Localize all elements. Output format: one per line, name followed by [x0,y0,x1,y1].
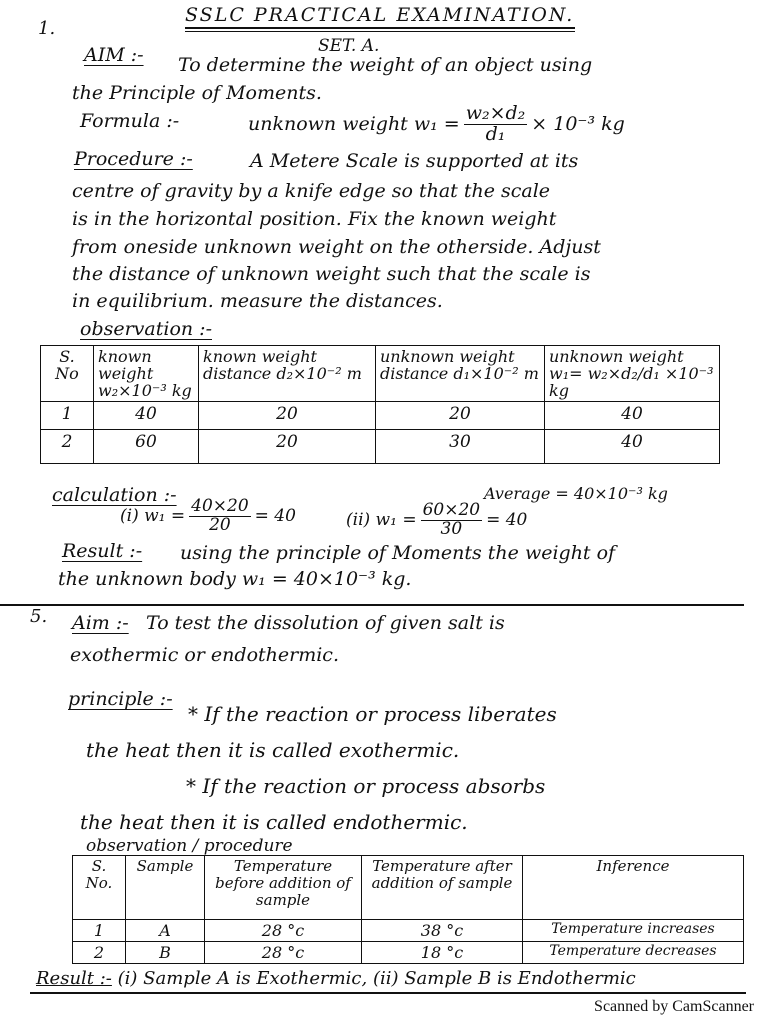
title-underline [185,27,575,29]
header-known-distance: known weight distance d₂×10⁻² m [199,346,376,402]
page-number: 1. [38,18,56,39]
calc-ii-denominator: 30 [440,518,463,539]
table-row [41,430,720,464]
calc-i-fraction [189,498,251,535]
result-line-1: using the principle of Moments the weight of [180,542,616,564]
table-cell: 60 [94,430,199,464]
header-sno: S. No [41,346,94,402]
formula-label: Formula :- [80,110,180,132]
experiment-number: 5. [30,606,48,627]
formula [248,104,625,145]
page-title: SSLC PRACTICAL EXAMINATION. [185,4,575,26]
aim-label-2: Aim :- [72,612,129,634]
table-cell: 38 °c [362,920,523,942]
table-cell: 28 °c [205,942,362,964]
formula-denominator: d₁ [485,122,506,145]
principle-2-line-2: the heat then it is called endothermic. [80,810,468,834]
aim2-line-2: exothermic or endothermic. [70,644,339,666]
calc-ii [346,502,527,539]
formula-numerator: w₂×d₂ [465,102,526,124]
observation-label: observation :- [80,318,212,340]
table-cell: 40 [94,402,199,430]
procedure-line-2: centre of gravity by a knife edge so that the scale [72,180,551,202]
table-row [41,402,720,430]
result-label-2: Result :- [36,968,112,989]
table-cell: 28 °c [205,920,362,942]
header-unknown-weight: unknown weight w₁= w₂×d₂/d₁ ×10⁻³ kg [545,346,720,402]
principle-1-line-2: the heat then it is called exothermic. [86,738,460,762]
bottom-rule [30,992,746,994]
header-sample: Sample [126,856,205,920]
table-cell: 30 [376,430,545,464]
calc-i-numerator: 40×20 [191,496,249,516]
header-temp-before: Temperature before addition of sample [205,856,362,920]
calc-ii-result: = 40 [486,510,528,531]
calculation-label: calculation :- [52,484,177,506]
table-row [73,920,744,942]
table-cell: 18 °c [362,942,523,964]
table-header-row [73,856,744,920]
table-cell: 20 [376,402,545,430]
principle-1-line-1: * If the reaction or process liberates [188,702,557,726]
formula-tail: × 10⁻³ kg [531,113,625,136]
table-cell: Temperature decreases [523,942,744,964]
observation-procedure-label: observation / procedure [86,836,293,856]
calc-ii-prefix: (ii) w₁ = [346,510,417,531]
procedure-line-4: from oneside unknown weight on the otherside. Adjust [72,236,601,258]
calc-ii-numerator: 60×20 [422,500,481,520]
table-row [73,942,744,964]
procedure-line-1: A Metere Scale is supported at its [250,150,579,172]
procedure-line-5: the distance of unknown weight such that the scale is [72,263,591,285]
table-cell: 2 [41,430,94,464]
result-2-text: (i) Sample A is Exothermic, (ii) Sample B is Endothermic [117,968,636,989]
table-cell: 20 [199,430,376,464]
table-cell: 40 [545,430,720,464]
table-cell: 20 [199,402,376,430]
table-cell: 2 [73,942,126,964]
principle-2-line-1: * If the reaction or process absorbs [186,774,546,798]
aim-label: AIM :- [84,44,144,66]
aim-line-1: To determine the weight of an object using [178,54,593,76]
table-cell: 1 [73,920,126,942]
aim-line-2: the Principle of Moments. [72,82,322,104]
header-sno: S. No. [73,856,126,920]
scanner-watermark: Scanned by CamScanner [594,998,754,1015]
procedure-line-3: is in the horizontal position. Fix the known weight [72,208,557,230]
calc-i-denominator: 20 [209,514,231,535]
aim2-line-1: To test the dissolution of given salt is [146,612,505,634]
header-known-weight: known weight w₂×10⁻³ kg [94,346,199,402]
table-header-row [41,346,720,402]
result-2 [36,968,636,989]
title-underline-2 [185,31,575,32]
table-cell: 40 [545,402,720,430]
table-cell: B [126,942,205,964]
principle-label: principle :- [68,688,173,710]
table-cell: 1 [41,402,94,430]
observation-table-1 [40,345,720,464]
header-temp-after: Temperature after addition of sample [362,856,523,920]
result-line-2: the unknown body w₁ = 40×10⁻³ kg. [58,568,412,590]
header-unknown-distance: unknown weight distance d₁×10⁻² m [376,346,545,402]
average-value: Average = 40×10⁻³ kg [484,484,668,503]
observation-table-2 [72,855,744,964]
calc-i [120,498,296,535]
result-label: Result :- [62,540,143,562]
procedure-label: Procedure :- [74,148,193,170]
calc-i-prefix: (i) w₁ = [120,506,186,527]
formula-fraction [464,104,528,145]
procedure-line-6: in equilibrium. measure the distances. [72,290,443,312]
table-cell: Temperature increases [523,920,744,942]
table-cell: A [126,920,205,942]
header-inference: Inference [523,856,744,920]
formula-text: unknown weight w₁ = [248,113,460,136]
set-label: SET. A. [318,36,380,56]
calc-i-result: = 40 [254,506,296,527]
section-divider [0,604,744,606]
calc-ii-fraction [421,502,483,539]
